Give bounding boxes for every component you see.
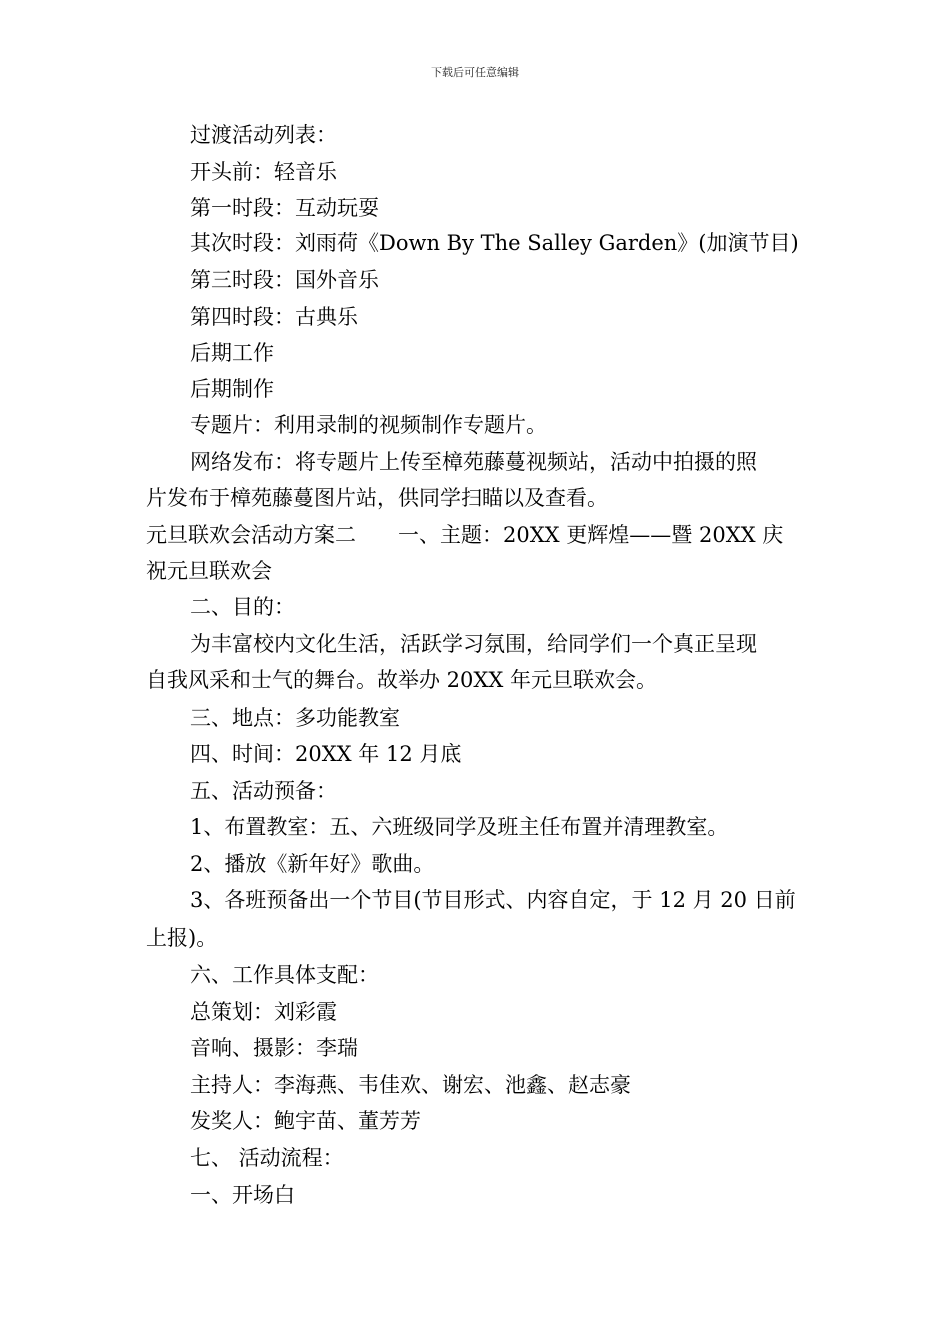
list-item: 主持人：李海燕、韦佳欢、谢宏、池鑫、赵志豪 — [190, 1073, 631, 1097]
list-item: 音响、摄影：李瑞 — [190, 1036, 358, 1060]
paragraph-line: 网络发布：将专题片上传至樟苑藤蔓视频站，活动中拍摄的照 — [190, 450, 757, 474]
list-item: 其次时段：刘雨荷《Down By The Salley Garden》(加演节目) — [190, 231, 799, 255]
section-heading: 六、工作具体支配： — [190, 963, 379, 987]
paragraph-line: 专题片：利用录制的视频制作专题片。 — [190, 413, 547, 437]
page-header-note: 下载后可任意编辑 — [431, 66, 519, 79]
section-heading: 七、 活动流程： — [190, 1146, 344, 1170]
list-item: 上报)。 — [146, 926, 218, 950]
list-item: 第三时段：国外音乐 — [190, 268, 379, 292]
paragraph-line: 自我风采和士气的舞台。故举办 20XX 年元旦联欢会。 — [146, 668, 657, 692]
section-heading: 五、活动预备： — [190, 779, 337, 803]
list-item: 发奖人：鲍宇苗、董芳芳 — [190, 1109, 421, 1133]
list-item: 总策划：刘彩霞 — [190, 1000, 337, 1024]
list-item: 1、布置教室：五、六班级同学及班主任布置并清理教室。 — [190, 815, 729, 839]
paragraph-line: 片发布于樟苑藤蔓图片站，供同学扫瞄以及查看。 — [146, 486, 608, 510]
list-item: 2、播放《新年好》歌曲。 — [190, 852, 435, 876]
section-heading: 后期工作 — [190, 341, 274, 365]
list-item: 第一时段：互动玩耍 — [190, 196, 379, 220]
plan-title-line: 祝元旦联欢会 — [146, 559, 272, 583]
list-item: 开头前：轻音乐 — [190, 160, 337, 184]
list-item: 第四时段：古典乐 — [190, 305, 358, 329]
section-heading: 一、开场白 — [190, 1183, 295, 1207]
list-title: 过渡活动列表： — [190, 123, 337, 147]
paragraph-line: 为丰富校内文化生活，活跃学习氛围，给同学们一个真正呈现 — [190, 632, 757, 656]
section-heading: 二、目的： — [190, 595, 295, 619]
section-heading: 后期制作 — [190, 377, 274, 401]
section-heading: 三、地点：多功能教室 — [190, 706, 400, 730]
list-item: 3、各班预备出一个节目(节目形式、内容自定，于 12 月 20 日前 — [190, 888, 796, 912]
section-heading: 四、时间：20XX 年 12 月底 — [190, 742, 462, 766]
plan-title-line: 元旦联欢会活动方案二 一、主题：20XX 更辉煌——暨 20XX 庆 — [146, 523, 784, 547]
